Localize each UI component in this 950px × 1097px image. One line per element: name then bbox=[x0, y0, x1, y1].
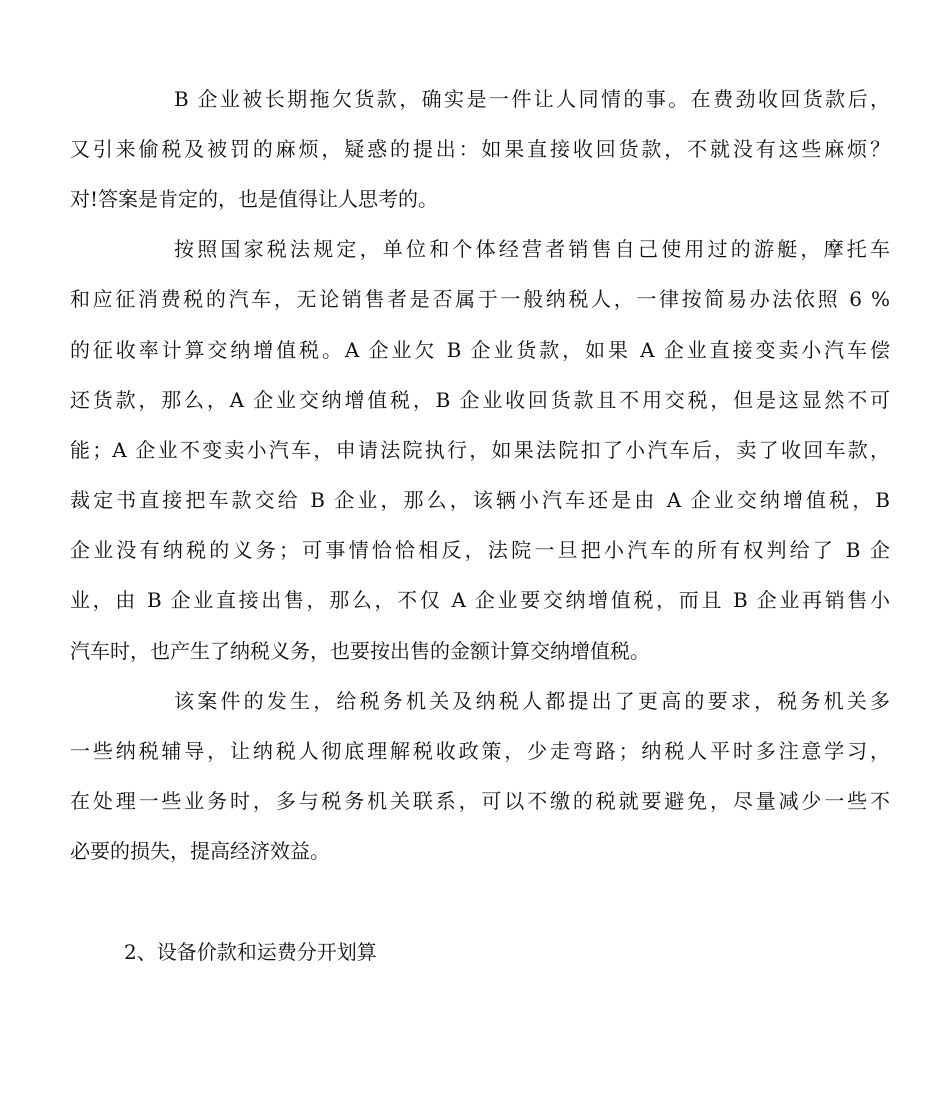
paragraph-3-line-3: 在处理一些业务时，多与税务机关联系，可以不缴的税就要避免，尽量减少一些不 bbox=[70, 789, 890, 813]
paragraph-2-line-1: 按照国家税法规定，单位和个体经营者销售自己使用过的游艇，摩托车 bbox=[174, 237, 890, 261]
paragraph-1-line-1: B 企业被长期拖欠货款，确实是一件让人同情的事。在费劲收回货款后， bbox=[174, 87, 890, 111]
paragraph-2-line-3: 的征收率计算交纳增值税。A 企业欠 B 企业货款，如果 A 企业直接变卖小汽车偿 bbox=[70, 338, 890, 362]
paragraph-1-line-3: 对!答案是肯定的，也是值得让人思考的。 bbox=[70, 187, 439, 211]
section-heading: 2、设备价款和运费分开划算 bbox=[124, 940, 377, 964]
paragraph-3-line-2: 一些纳税辅导，让纳税人彻底理解税收政策，少走弯路；纳税人平时多注意学习， bbox=[70, 739, 890, 763]
paragraph-2-line-2: 和应征消费税的汽车，无论销售者是否属于一般纳税人，一律按简易办法依照 6 % bbox=[70, 287, 890, 311]
paragraph-2-line-8: 业，由 B 企业直接出售，那么，不仅 A 企业要交纳增值税，而且 B 企业再销售小 bbox=[70, 588, 890, 612]
paragraph-2-line-5: 能；A 企业不变卖小汽车，申请法院执行，如果法院扣了小汽车后，卖了收回车款， bbox=[70, 438, 890, 462]
paragraph-3-line-4: 必要的损失，提高经济效益。 bbox=[70, 839, 330, 863]
paragraph-3-line-1: 该案件的发生，给税务机关及纳税人都提出了更高的要求，税务机关多 bbox=[174, 689, 890, 713]
paragraph-2-line-4: 还货款，那么，A 企业交纳增值税，B 企业收回货款且不用交税，但是这显然不可 bbox=[70, 388, 890, 412]
paragraph-1-line-2: 又引来偷税及被罚的麻烦，疑惑的提出：如果直接收回货款，不就没有这些麻烦？ bbox=[70, 137, 890, 161]
paragraph-2-line-6: 裁定书直接把车款交给 B 企业，那么，该辆小汽车还是由 A 企业交纳增值税，B bbox=[70, 488, 890, 512]
paragraph-2-line-7: 企业没有纳税的义务；可事情恰恰相反，法院一旦把小汽车的所有权判给了 B 企 bbox=[70, 538, 890, 562]
paragraph-2-line-9: 汽车时，也产生了纳税义务，也要按出售的金额计算交纳增值税。 bbox=[70, 639, 650, 663]
